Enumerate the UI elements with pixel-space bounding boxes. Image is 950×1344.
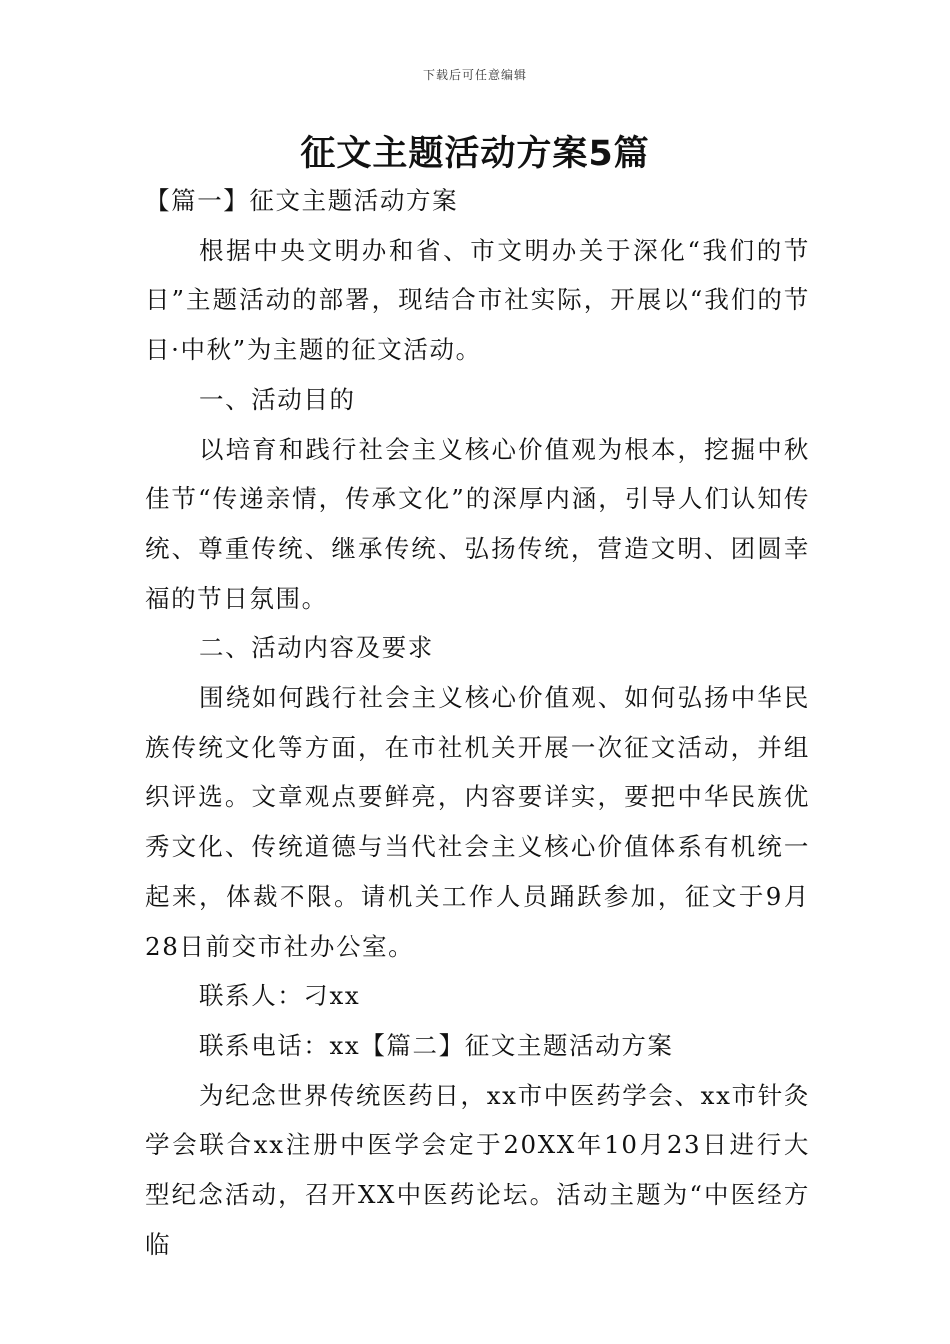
intro-paragraph: 根据中央文明办和省、市文明办关于深化“我们的节日”主题活动的部署，现结合市社实际，开展以“我们的节日·中秋”为主题的征文活动。 bbox=[145, 235, 810, 365]
header-note: 下载后可任意编辑 bbox=[422, 68, 527, 82]
content-paragraph: 围绕如何践行社会主义核心价值观、如何弘扬中华民族传统文化等方面，在市社机关开展一次征文活动，并组织评选。文章观点要鲜亮，内容要详实，要把中华民族优秀文化、传统道德与当代社会主义核心价值体系有机统一起来，体裁不限。请机关工作人员踊跃参加，征文于9月28日前交市社办公室。 bbox=[145, 683, 810, 961]
contact-person: 联系人：刁xx bbox=[199, 981, 361, 1011]
document-title: 征文主题活动方案5篇 bbox=[300, 134, 650, 174]
section-heading-part-one: 【篇一】征文主题活动方案 bbox=[145, 186, 459, 215]
document-body bbox=[145, 176, 810, 1269]
part-two-paragraph: 为纪念世界传统医药日，xx市中医药学会、xx市针灸学会联合xx注册中医学会定于20XX年10月23日进行大型纪念活动，召开XX中医药论坛。活动主题为“中医经方临 bbox=[145, 1080, 810, 1259]
section-heading-content: 二、活动内容及要求 bbox=[199, 633, 434, 663]
section-heading-purpose: 一、活动目的 bbox=[199, 384, 356, 414]
contact-phone-and-part-two-heading: 联系电话：xx【篇二】征文主题活动方案 bbox=[199, 1030, 674, 1060]
purpose-paragraph: 以培育和践行社会主义核心价值观为根本，挖掘中秋佳节“传递亲情，传承文化”的深厚内涵，引导人们认知传统、尊重传统、继承传统、弘扬传统，营造文明、团圆幸福的节日氛围。 bbox=[145, 434, 810, 613]
